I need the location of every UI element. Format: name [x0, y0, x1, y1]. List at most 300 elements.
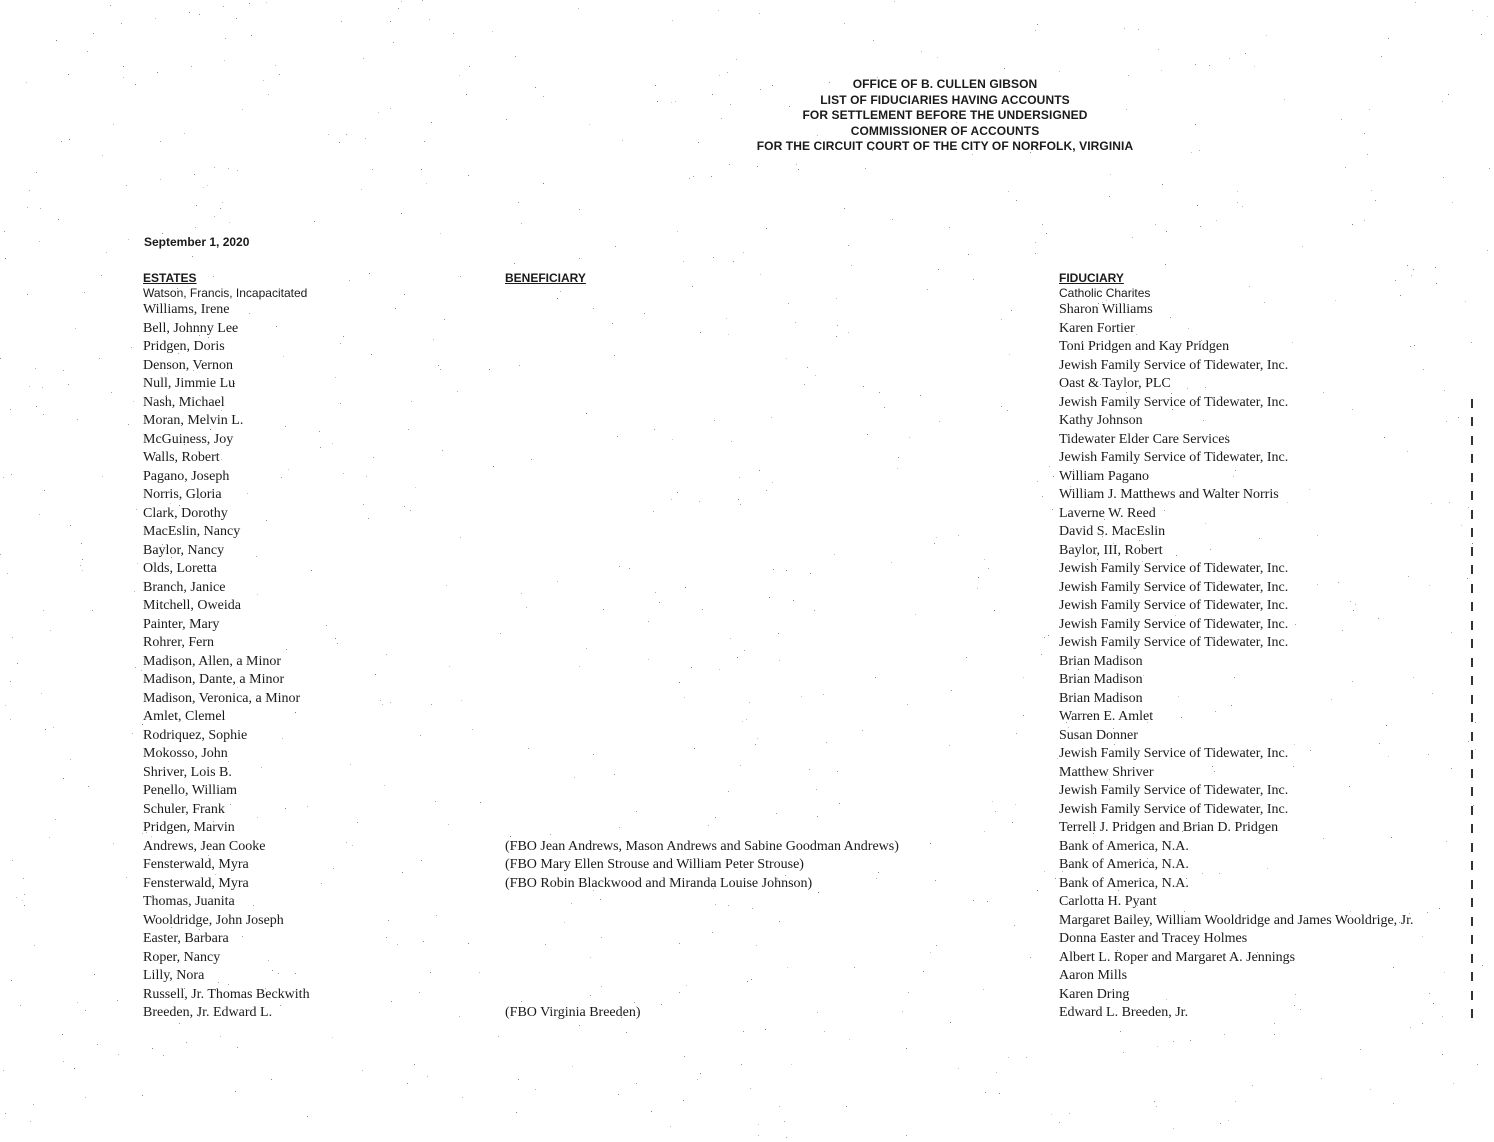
noise-speck — [214, 167, 215, 168]
noise-speck — [1245, 53, 1246, 54]
noise-speck — [224, 60, 225, 61]
table-row — [0, 449, 1494, 468]
noise-speck — [97, 1044, 98, 1045]
table-row — [0, 542, 1494, 561]
cut-off-text-edge — [1471, 695, 1473, 704]
noise-speck — [791, 1064, 792, 1065]
estate-name: Schuler, Frank — [143, 801, 225, 817]
noise-speck — [266, 2, 267, 3]
fiduciary-name: Tidewater Elder Care Services — [1059, 431, 1230, 447]
noise-speck — [683, 261, 684, 262]
noise-speck — [1477, 1064, 1478, 1065]
noise-speck — [237, 170, 238, 171]
noise-speck — [263, 80, 264, 81]
noise-speck — [468, 175, 469, 176]
noise-speck — [26, 82, 27, 83]
noise-speck — [1487, 16, 1488, 17]
column-header-beneficiary: BENEFICIARY — [505, 271, 586, 285]
noise-speck — [1254, 66, 1255, 67]
estate-name: Breeden, Jr. Edward L. — [143, 1005, 273, 1020]
noise-speck — [363, 58, 364, 59]
estate-name: Baylor, Nancy — [143, 542, 225, 558]
noise-speck — [121, 23, 122, 24]
noise-speck — [968, 254, 969, 255]
noise-speck — [1035, 30, 1036, 31]
noise-speck — [1274, 1034, 1275, 1035]
noise-speck — [62, 1034, 63, 1035]
noise-speck — [459, 75, 460, 76]
noise-speck — [921, 51, 922, 52]
table-row — [0, 431, 1494, 450]
estate-name: Olds, Loretta — [143, 561, 217, 576]
cut-off-text-edge — [1471, 676, 1473, 685]
noise-speck — [85, 1097, 86, 1098]
estate-name: Walls, Robert — [143, 450, 220, 465]
cut-off-text-edge — [1471, 417, 1473, 426]
noise-speck — [39, 241, 40, 242]
estate-name: Norris, Gloria — [143, 487, 222, 502]
column-header-estates: ESTATES — [143, 271, 197, 285]
noise-speck — [27, 207, 28, 208]
noise-speck — [1173, 1041, 1174, 1042]
cut-off-text-edge — [1471, 454, 1473, 463]
noise-speck — [1453, 1083, 1454, 1084]
estate-name: Pridgen, Doris — [143, 339, 225, 354]
estate-name: Rodriquez, Sophie — [143, 727, 248, 743]
noise-speck — [123, 77, 124, 78]
noise-speck — [341, 21, 342, 22]
noise-speck — [194, 174, 195, 175]
noise-speck — [1158, 49, 1159, 50]
noise-speck — [1200, 226, 1201, 227]
header-line: COMMISSIONER OF ACCOUNTS — [850, 123, 1040, 138]
fiduciary-name: Bank of America, N.A. — [1059, 838, 1189, 854]
noise-speck — [1436, 283, 1437, 284]
noise-speck — [518, 1079, 519, 1080]
noise-speck — [30, 1121, 31, 1122]
estate-name: Roper, Nancy — [143, 949, 221, 965]
noise-speck — [1472, 10, 1473, 11]
noise-speck — [1156, 1106, 1157, 1107]
noise-speck — [235, 1091, 236, 1092]
beneficiary-name: (FBO Jean Andrews, Mason Andrews and Sabine Goodman Andrews) — [505, 838, 899, 854]
estate-name: Williams, Irene — [143, 302, 230, 317]
cut-off-text-edge — [1471, 602, 1473, 611]
table-row — [0, 949, 1494, 968]
cut-off-text-edge — [1471, 732, 1473, 741]
estate-name: Null, Jimmie Lu — [143, 376, 236, 391]
fiduciary-name: Karen Dring — [1059, 986, 1130, 1002]
document-header — [690, 77, 1200, 155]
noise-speck — [422, 0, 423, 1]
cut-off-text-edge — [1471, 491, 1473, 500]
noise-speck — [779, 1106, 780, 1107]
noise-speck — [56, 40, 57, 41]
fiduciary-name: Baylor, III, Robert — [1059, 542, 1163, 558]
noise-speck — [671, 102, 672, 103]
noise-speck — [160, 179, 161, 180]
noise-speck — [578, 8, 579, 9]
fiduciary-name: Catholic Charites — [1059, 286, 1151, 300]
table-row — [0, 986, 1494, 1005]
noise-speck — [63, 1061, 64, 1062]
beneficiary-name: (FBO Mary Ellen Strouse and William Peter Strouse) — [505, 857, 804, 872]
cut-off-text-edge — [1471, 510, 1473, 519]
cut-off-text-edge — [1471, 436, 1473, 445]
noise-speck — [700, 1073, 701, 1074]
noise-speck — [123, 66, 124, 67]
table-row — [0, 856, 1494, 875]
estate-name: Pridgen, Marvin — [143, 820, 235, 835]
noise-speck — [1321, 1078, 1322, 1079]
noise-speck — [873, 40, 874, 41]
noise-speck — [33, 1104, 34, 1105]
noise-speck — [1155, 224, 1156, 225]
noise-speck — [251, 35, 252, 36]
table-row — [0, 782, 1494, 801]
noise-speck — [1165, 264, 1166, 265]
cut-off-text-edge — [1471, 917, 1473, 926]
noise-speck — [798, 169, 799, 170]
noise-speck — [179, 1023, 180, 1024]
noise-speck — [765, 1029, 766, 1030]
noise-speck — [426, 183, 427, 184]
noise-speck — [1051, 1114, 1052, 1115]
table-row — [0, 523, 1494, 542]
estate-name: Madison, Veronica, a Minor — [143, 690, 301, 706]
fiduciary-name: Jewish Family Service of Tidewater, Inc. — [1059, 579, 1289, 595]
fiduciary-name: Karen Fortier — [1059, 320, 1135, 336]
noise-speck — [579, 258, 580, 259]
noise-speck — [69, 139, 70, 140]
noise-speck — [736, 59, 737, 60]
noise-speck — [1059, 71, 1060, 72]
noise-speck — [184, 133, 185, 134]
noise-speck — [1110, 174, 1111, 175]
cut-off-text-edge — [1471, 769, 1473, 778]
noise-speck — [718, 10, 719, 11]
table-row — [0, 1004, 1494, 1023]
cut-off-text-edge — [1471, 473, 1473, 482]
noise-speck — [844, 208, 845, 209]
noise-speck — [135, 84, 136, 85]
estate-name: Denson, Vernon — [143, 357, 233, 373]
noise-speck — [1487, 250, 1488, 251]
noise-speck — [743, 252, 744, 253]
table-row — [0, 301, 1494, 320]
noise-speck — [849, 1039, 850, 1040]
noise-speck — [1352, 224, 1353, 225]
noise-speck — [462, 1097, 463, 1098]
table-row — [0, 394, 1494, 413]
fiduciary-name: Oast & Taylor, PLC — [1059, 376, 1171, 391]
noise-speck — [937, 57, 938, 58]
noise-speck — [996, 1072, 997, 1073]
table-row — [0, 486, 1494, 505]
noise-speck — [498, 1036, 499, 1037]
noise-speck — [93, 33, 94, 34]
noise-speck — [279, 74, 280, 75]
table-row — [0, 286, 1494, 301]
noise-speck — [1371, 190, 1372, 191]
noise-speck — [192, 256, 193, 257]
noise-speck — [268, 94, 269, 95]
noise-speck — [242, 109, 243, 110]
cut-off-text-edge — [1471, 787, 1473, 796]
noise-speck — [1235, 1101, 1236, 1102]
cut-off-text-edge — [1471, 824, 1473, 833]
noise-speck — [1411, 275, 1412, 276]
estate-name: Amlet, Clemel — [143, 709, 226, 724]
table-row — [0, 838, 1494, 857]
table-row — [0, 320, 1494, 339]
noise-speck — [142, 1095, 143, 1096]
noise-speck — [572, 1066, 573, 1067]
noise-speck — [1197, 205, 1198, 206]
estate-name: Easter, Barbara — [143, 931, 229, 946]
noise-speck — [1395, 280, 1396, 281]
noise-speck — [949, 227, 950, 228]
table-row — [0, 893, 1494, 912]
noise-speck — [196, 205, 197, 206]
fiduciary-name: Laverne W. Reed — [1059, 505, 1156, 521]
noise-speck — [162, 233, 163, 234]
fiduciary-name: Jewish Family Service of Tidewater, Inc. — [1059, 357, 1289, 373]
noise-speck — [1008, 191, 1009, 192]
noise-speck — [515, 56, 516, 57]
table-row — [0, 468, 1494, 487]
noise-speck — [429, 19, 430, 20]
noise-speck — [314, 221, 315, 222]
estate-name: Rohrer, Fern — [143, 635, 214, 650]
fiduciary-name: Jewish Family Service of Tidewater, Inc. — [1059, 616, 1289, 632]
noise-speck — [719, 75, 720, 76]
noise-speck — [1360, 1049, 1361, 1050]
noise-speck — [372, 169, 373, 170]
noise-speck — [207, 185, 208, 186]
noise-speck — [152, 1048, 153, 1049]
noise-speck — [236, 18, 237, 19]
noise-speck — [61, 141, 62, 142]
cut-off-text-edge — [1471, 750, 1473, 759]
noise-speck — [332, 1037, 333, 1038]
noise-speck — [670, 1126, 671, 1127]
cut-off-text-edge — [1471, 861, 1473, 870]
noise-speck — [101, 275, 102, 276]
fiduciary-name: Jewish Family Service of Tidewater, Inc. — [1059, 450, 1289, 465]
noise-speck — [118, 1054, 119, 1055]
noise-speck — [618, 1094, 619, 1095]
noise-speck — [1216, 220, 1217, 221]
cut-off-text-edge — [1471, 547, 1473, 556]
estate-name: McGuiness, Joy — [143, 431, 234, 447]
cut-off-text-edge — [1471, 843, 1473, 852]
noise-speck — [220, 1036, 221, 1037]
noise-speck — [390, 108, 391, 109]
estate-name: Andrews, Jean Cooke — [143, 838, 266, 854]
noise-speck — [750, 1088, 751, 1089]
noise-speck — [1266, 35, 1267, 36]
estate-name: Moran, Melvin L. — [143, 413, 244, 428]
noise-speck — [378, 112, 379, 113]
noise-speck — [1124, 28, 1125, 29]
fiduciary-name: Margaret Bailey, William Wooldridge and James Wooldrige, Jr. — [1059, 912, 1414, 928]
fiduciary-name: Albert L. Roper and Margaret A. Jennings — [1059, 949, 1296, 965]
noise-speck — [1046, 233, 1047, 234]
noise-speck — [102, 155, 103, 156]
noise-speck — [999, 1093, 1000, 1094]
estate-name: Fensterwald, Myra — [143, 857, 249, 872]
noise-speck — [506, 119, 507, 120]
estate-name: Watson, Francis, Incapacitated — [143, 286, 308, 300]
noise-speck — [1162, 184, 1163, 185]
noise-speck — [275, 65, 276, 66]
cut-off-text-edge — [1471, 584, 1473, 593]
noise-speck — [697, 1079, 698, 1080]
noise-speck — [677, 231, 678, 232]
noise-speck — [622, 140, 623, 141]
noise-speck — [848, 245, 849, 246]
noise-speck — [1224, 1034, 1225, 1035]
table-row — [0, 412, 1494, 431]
noise-speck — [36, 172, 37, 173]
noise-speck — [521, 223, 522, 224]
noise-speck — [579, 209, 580, 210]
noise-speck — [213, 276, 214, 277]
fiduciary-name: Brian Madison — [1059, 690, 1143, 706]
noise-speck — [440, 233, 441, 234]
fiduciary-name: Jewish Family Service of Tidewater, Inc. — [1059, 561, 1289, 576]
noise-speck — [160, 141, 161, 142]
cut-off-text-edge — [1471, 954, 1473, 963]
noise-speck — [684, 1056, 685, 1057]
noise-speck — [543, 183, 544, 184]
noise-speck — [672, 20, 673, 21]
noise-speck — [346, 134, 347, 135]
noise-speck — [469, 66, 470, 67]
noise-speck — [5, 258, 6, 259]
noise-speck — [865, 168, 866, 169]
noise-speck — [191, 66, 192, 67]
cut-off-text-edge — [1471, 1009, 1473, 1018]
noise-speck — [824, 1031, 825, 1032]
estate-name: Mokosso, John — [143, 746, 228, 761]
noise-speck — [398, 8, 399, 9]
noise-speck — [1035, 242, 1036, 243]
table-row — [0, 819, 1494, 838]
noise-speck — [186, 1042, 187, 1043]
beneficiary-name: (FBO Robin Blackwood and Miranda Louise Johnson) — [505, 875, 813, 891]
estate-name: Clark, Dorothy — [143, 505, 228, 521]
fiduciary-name: Warren E. Amlet — [1059, 709, 1154, 724]
fiduciary-name: Toni Pridgen and Kay Pridgen — [1059, 339, 1230, 354]
noise-speck — [657, 101, 658, 102]
noise-speck — [229, 222, 230, 223]
noise-speck — [1481, 34, 1482, 35]
noise-speck — [1120, 1031, 1121, 1032]
noise-speck — [1037, 24, 1038, 25]
header-line: OFFICE OF B. CULLEN GIBSON — [852, 77, 1038, 91]
fiduciary-name: Kathy Johnson — [1059, 413, 1143, 428]
noise-speck — [733, 261, 734, 262]
fiduciary-name: Brian Madison — [1059, 653, 1143, 669]
noise-speck — [786, 1137, 787, 1138]
estate-name: Mitchell, Oweida — [143, 598, 241, 613]
noise-speck — [1237, 191, 1238, 192]
fiduciary-name: Carlotta H. Pyant — [1059, 894, 1157, 909]
noise-speck — [615, 246, 616, 247]
noise-speck — [1284, 99, 1285, 100]
noise-speck — [713, 257, 714, 258]
estate-name: MacEslin, Nancy — [143, 524, 241, 539]
noise-speck — [1242, 206, 1243, 207]
cut-off-text-edge — [1471, 991, 1473, 1000]
noise-speck — [466, 94, 467, 95]
noise-speck — [727, 72, 728, 73]
noise-speck — [1413, 269, 1414, 270]
noise-speck — [1026, 1057, 1027, 1058]
noise-speck — [128, 239, 129, 240]
cut-off-text-edge — [1471, 528, 1473, 537]
noise-speck — [1123, 1052, 1124, 1053]
noise-speck — [106, 252, 107, 253]
noise-speck — [237, 1047, 238, 1048]
fiduciary-name: Donna Easter and Tracey Holmes — [1059, 931, 1248, 946]
noise-speck — [369, 273, 370, 274]
noise-speck — [766, 228, 767, 229]
fiduciary-name: Aaron Mills — [1059, 968, 1128, 983]
estate-name: Pagano, Joseph — [143, 468, 230, 484]
noise-speck — [1138, 29, 1139, 30]
estate-name: Madison, Allen, a Minor — [143, 653, 282, 669]
noise-speck — [846, 1106, 847, 1107]
noise-speck — [514, 263, 515, 264]
noise-speck — [40, 208, 41, 209]
noise-speck — [361, 189, 362, 190]
noise-speck — [1388, 38, 1389, 39]
noise-speck — [1367, 154, 1368, 155]
noise-speck — [74, 1068, 75, 1069]
table-row — [0, 505, 1494, 524]
document-date: September 1, 2020 — [144, 235, 250, 249]
noise-speck — [518, 202, 519, 203]
estate-name: Branch, Janice — [143, 579, 226, 595]
noise-speck — [906, 1048, 907, 1049]
noise-speck — [155, 18, 156, 19]
noise-speck — [1274, 1023, 1275, 1024]
fiduciary-name: Susan Donner — [1059, 727, 1138, 743]
noise-speck — [328, 134, 329, 135]
cut-off-text-edge — [1471, 658, 1473, 667]
noise-speck — [1128, 75, 1129, 76]
cut-off-text-edge — [1471, 399, 1473, 408]
estate-name: Thomas, Juanita — [143, 894, 235, 909]
noise-speck — [362, 1070, 363, 1071]
fiduciary-name: Matthew Shriver — [1059, 764, 1154, 780]
table-row — [0, 671, 1494, 690]
noise-speck — [1004, 68, 1005, 69]
fiduciary-name: William J. Matthews and Walter Norris — [1059, 487, 1279, 502]
noise-speck — [68, 74, 69, 75]
noise-speck — [401, 213, 402, 214]
noise-speck — [126, 185, 127, 186]
noise-speck — [1229, 58, 1230, 59]
noise-speck — [1370, 1089, 1371, 1090]
noise-speck — [1448, 94, 1449, 95]
noise-speck — [1228, 1120, 1229, 1121]
fiduciary-name: William Pagano — [1059, 468, 1150, 484]
noise-speck — [349, 280, 350, 281]
